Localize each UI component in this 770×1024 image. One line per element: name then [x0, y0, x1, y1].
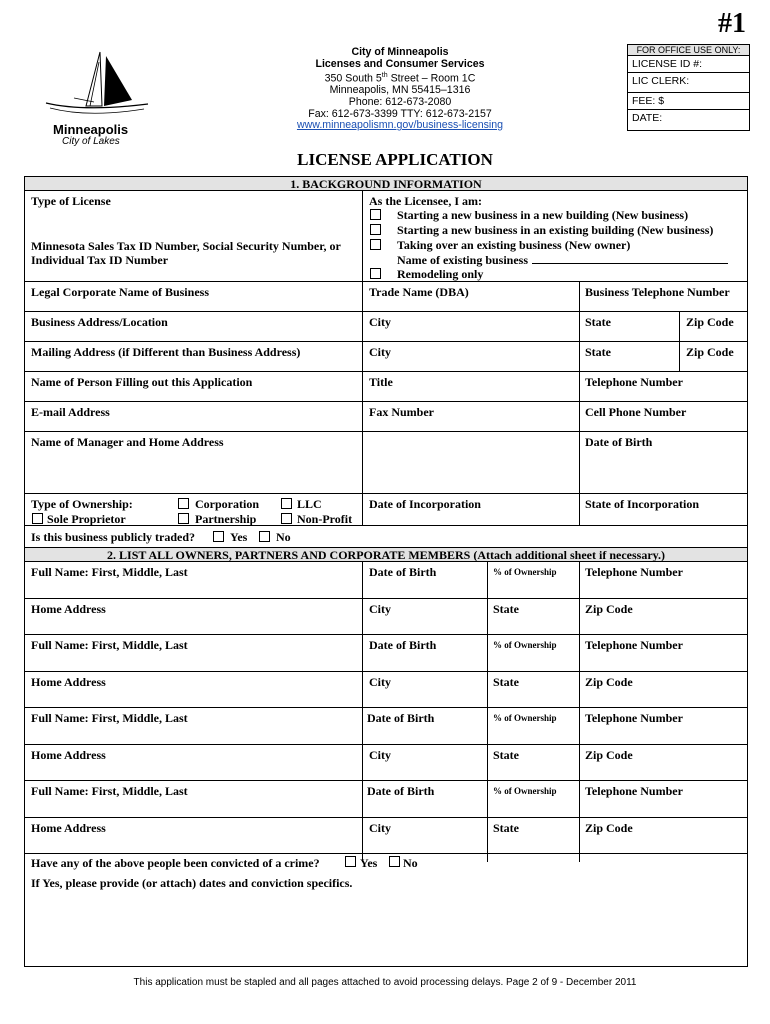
new-business-existing-building-checkbox[interactable]: [370, 224, 381, 235]
owner2-home-address-field[interactable]: Home Address: [31, 675, 106, 689]
sailboat-logo-icon: [44, 48, 154, 123]
sole-proprietor-label: Sole Proprietor: [47, 512, 126, 526]
owner3-state-field[interactable]: State: [493, 748, 519, 762]
owner1-telephone-field[interactable]: Telephone Number: [585, 565, 683, 579]
owner4-ownership-pct-field[interactable]: % of Ownership: [493, 786, 557, 796]
section1-header: 1. BACKGROUND INFORMATION: [25, 177, 747, 190]
owner4-home-address-field[interactable]: Home Address: [31, 821, 106, 835]
legal-name-field[interactable]: Legal Corporate Name of Business: [31, 285, 209, 299]
owner2-state-field[interactable]: State: [493, 675, 519, 689]
license-id-field[interactable]: LICENSE ID #:: [628, 56, 749, 73]
new-owner-label: Taking over an existing business (New owner): [397, 238, 631, 252]
owner4-zip-field[interactable]: Zip Code: [585, 821, 633, 835]
fee-field[interactable]: FEE: $: [628, 93, 749, 110]
new-owner-checkbox[interactable]: [370, 239, 381, 250]
remodeling-checkbox[interactable]: [370, 268, 381, 279]
owner3-dob-field[interactable]: Date of Birth: [367, 711, 435, 725]
agency-website-link[interactable]: www.minneapolismn.gov/business-licensing: [296, 119, 504, 132]
owner1-ownership-pct-field[interactable]: % of Ownership: [493, 567, 557, 577]
date-incorporation-field[interactable]: Date of Incorporation: [369, 497, 481, 511]
owner1-city-field[interactable]: City: [369, 602, 391, 616]
business-city-field[interactable]: City: [369, 315, 391, 329]
owner3-ownership-pct-field[interactable]: % of Ownership: [493, 713, 557, 723]
owner1-state-field[interactable]: State: [493, 602, 519, 616]
non-profit-checkbox[interactable]: [281, 513, 292, 524]
form-title: LICENSE APPLICATION: [297, 150, 493, 169]
office-use-header: FOR OFFICE USE ONLY:: [628, 45, 749, 56]
logo-tagline: City of Lakes: [62, 136, 120, 147]
email-field[interactable]: E-mail Address: [31, 405, 110, 419]
fax-field[interactable]: Fax Number: [369, 405, 434, 419]
logo-city-name: Minneapolis: [53, 122, 129, 137]
existing-business-name-field[interactable]: Name of existing business: [397, 253, 728, 267]
license-application-form: [24, 176, 748, 967]
mailing-address-field[interactable]: Mailing Address (if Different than Business Address): [31, 345, 301, 359]
sole-proprietor-checkbox[interactable]: [32, 513, 43, 524]
owner2-dob-field[interactable]: Date of Birth: [369, 638, 437, 652]
owner2-full-name-field[interactable]: Full Name: First, Middle, Last: [31, 638, 188, 652]
convicted-no-checkbox[interactable]: [389, 856, 400, 867]
publicly-traded-no-label: No: [276, 530, 291, 544]
page-number: #1: [718, 8, 746, 39]
date-field[interactable]: DATE:: [632, 112, 663, 124]
agency-city-line: Minneapolis, MN 55415–1316: [329, 84, 471, 97]
ownership-type-label: Type of Ownership:: [31, 497, 133, 511]
mailing-zip-field[interactable]: Zip Code: [686, 345, 734, 359]
new-business-new-building-label: Starting a new business in a new building (New business): [397, 208, 689, 222]
business-address-field[interactable]: Business Address/Location: [31, 315, 168, 329]
owner3-home-address-field[interactable]: Home Address: [31, 748, 106, 762]
type-of-license-label: Type of License: [31, 194, 111, 208]
page-footer: This application must be stapled and all pages attached to avoid processing delays. Page 2 of 9 - December 2011: [133, 977, 637, 988]
owner2-city-field[interactable]: City: [369, 675, 391, 689]
filler-title-field[interactable]: Title: [369, 375, 393, 389]
remodeling-label: Remodeling only: [397, 267, 484, 281]
business-zip-field[interactable]: Zip Code: [686, 315, 734, 329]
owner3-telephone-field[interactable]: Telephone Number: [585, 711, 683, 725]
corporation-label: Corporation: [195, 497, 259, 511]
owner1-zip-field[interactable]: Zip Code: [585, 602, 633, 616]
tax-id-label: Minnesota Sales Tax ID Number, Social Security Number, or Individual Tax ID Number: [31, 239, 341, 267]
owner1-full-name-field[interactable]: Full Name: First, Middle, Last: [31, 565, 188, 579]
city-logo: [44, 48, 154, 148]
manager-field[interactable]: Name of Manager and Home Address: [31, 435, 224, 449]
convicted-no-label: No: [403, 856, 418, 870]
business-state-field[interactable]: State: [585, 315, 611, 329]
owner2-zip-field[interactable]: Zip Code: [585, 675, 633, 689]
partnership-label: Partnership: [195, 512, 257, 526]
convicted-yes-checkbox[interactable]: [345, 856, 356, 867]
owner4-full-name-field[interactable]: Full Name: First, Middle, Last: [31, 784, 188, 798]
trade-name-field[interactable]: Trade Name (DBA): [369, 285, 469, 299]
convicted-label: Have any of the above people been convicted of a crime?: [31, 856, 320, 870]
manager-dob-field[interactable]: Date of Birth: [585, 435, 653, 449]
filler-telephone-field[interactable]: Telephone Number: [585, 375, 683, 389]
llc-label: LLC: [297, 497, 322, 511]
agency-name: City of Minneapolis: [351, 46, 449, 58]
publicly-traded-no-checkbox[interactable]: [259, 531, 270, 542]
convicted-yes-label: Yes: [360, 856, 378, 870]
agency-info: [280, 47, 520, 132]
person-filling-field[interactable]: Name of Person Filling out this Application: [31, 375, 253, 389]
owner2-telephone-field[interactable]: Telephone Number: [585, 638, 683, 652]
agency-phone: Phone: 612-673-2080: [348, 95, 452, 108]
non-profit-label: Non-Profit: [297, 512, 353, 526]
owner3-full-name-field[interactable]: Full Name: First, Middle, Last: [31, 711, 188, 725]
business-phone-field[interactable]: Business Telephone Number: [585, 285, 730, 299]
mailing-city-field[interactable]: City: [369, 345, 391, 359]
publicly-traded-yes-label: Yes: [230, 530, 248, 544]
partnership-checkbox[interactable]: [178, 513, 189, 524]
new-business-existing-building-label: Starting a new business in an existing building (New business): [397, 223, 714, 237]
publicly-traded-yes-checkbox[interactable]: [213, 531, 224, 542]
publicly-traded-label: Is this business publicly traded?: [31, 530, 196, 544]
agency-fax: Fax: 612-673-3399 TTY: 612-673-2157: [308, 107, 492, 120]
lic-clerk-field[interactable]: LIC CLERK:: [628, 73, 749, 93]
corporation-checkbox[interactable]: [178, 498, 189, 509]
office-use-box: [627, 44, 750, 131]
mailing-state-field[interactable]: State: [585, 345, 611, 359]
cell-phone-field[interactable]: Cell Phone Number: [585, 405, 687, 419]
llc-checkbox[interactable]: [281, 498, 292, 509]
owner4-telephone-field[interactable]: Telephone Number: [585, 784, 683, 798]
conviction-details-field[interactable]: If Yes, please provide (or attach) dates and conviction specifics.: [31, 876, 353, 890]
new-business-new-building-checkbox[interactable]: [370, 209, 381, 220]
owner1-home-address-field[interactable]: Home Address: [31, 602, 106, 616]
section2-header: 2. LIST ALL OWNERS, PARTNERS AND CORPORATE MEMBERS (Attach additional sheet if necessary.): [25, 548, 747, 561]
owner2-ownership-pct-field[interactable]: % of Ownership: [493, 640, 557, 650]
owner3-city-field[interactable]: City: [369, 748, 391, 762]
owner4-city-field[interactable]: City: [369, 821, 391, 835]
owner4-dob-field[interactable]: Date of Birth: [367, 784, 435, 798]
owner4-state-field[interactable]: State: [493, 821, 519, 835]
owner3-zip-field[interactable]: Zip Code: [585, 748, 633, 762]
as-licensee-label: As the Licensee, I am:: [369, 194, 482, 208]
owner1-dob-field[interactable]: Date of Birth: [369, 565, 437, 579]
agency-address: 350 South 5th Street – Room 1C: [324, 72, 476, 85]
state-incorporation-field[interactable]: State of Incorporation: [585, 497, 699, 511]
agency-dept: Licenses and Consumer Services: [315, 57, 485, 70]
